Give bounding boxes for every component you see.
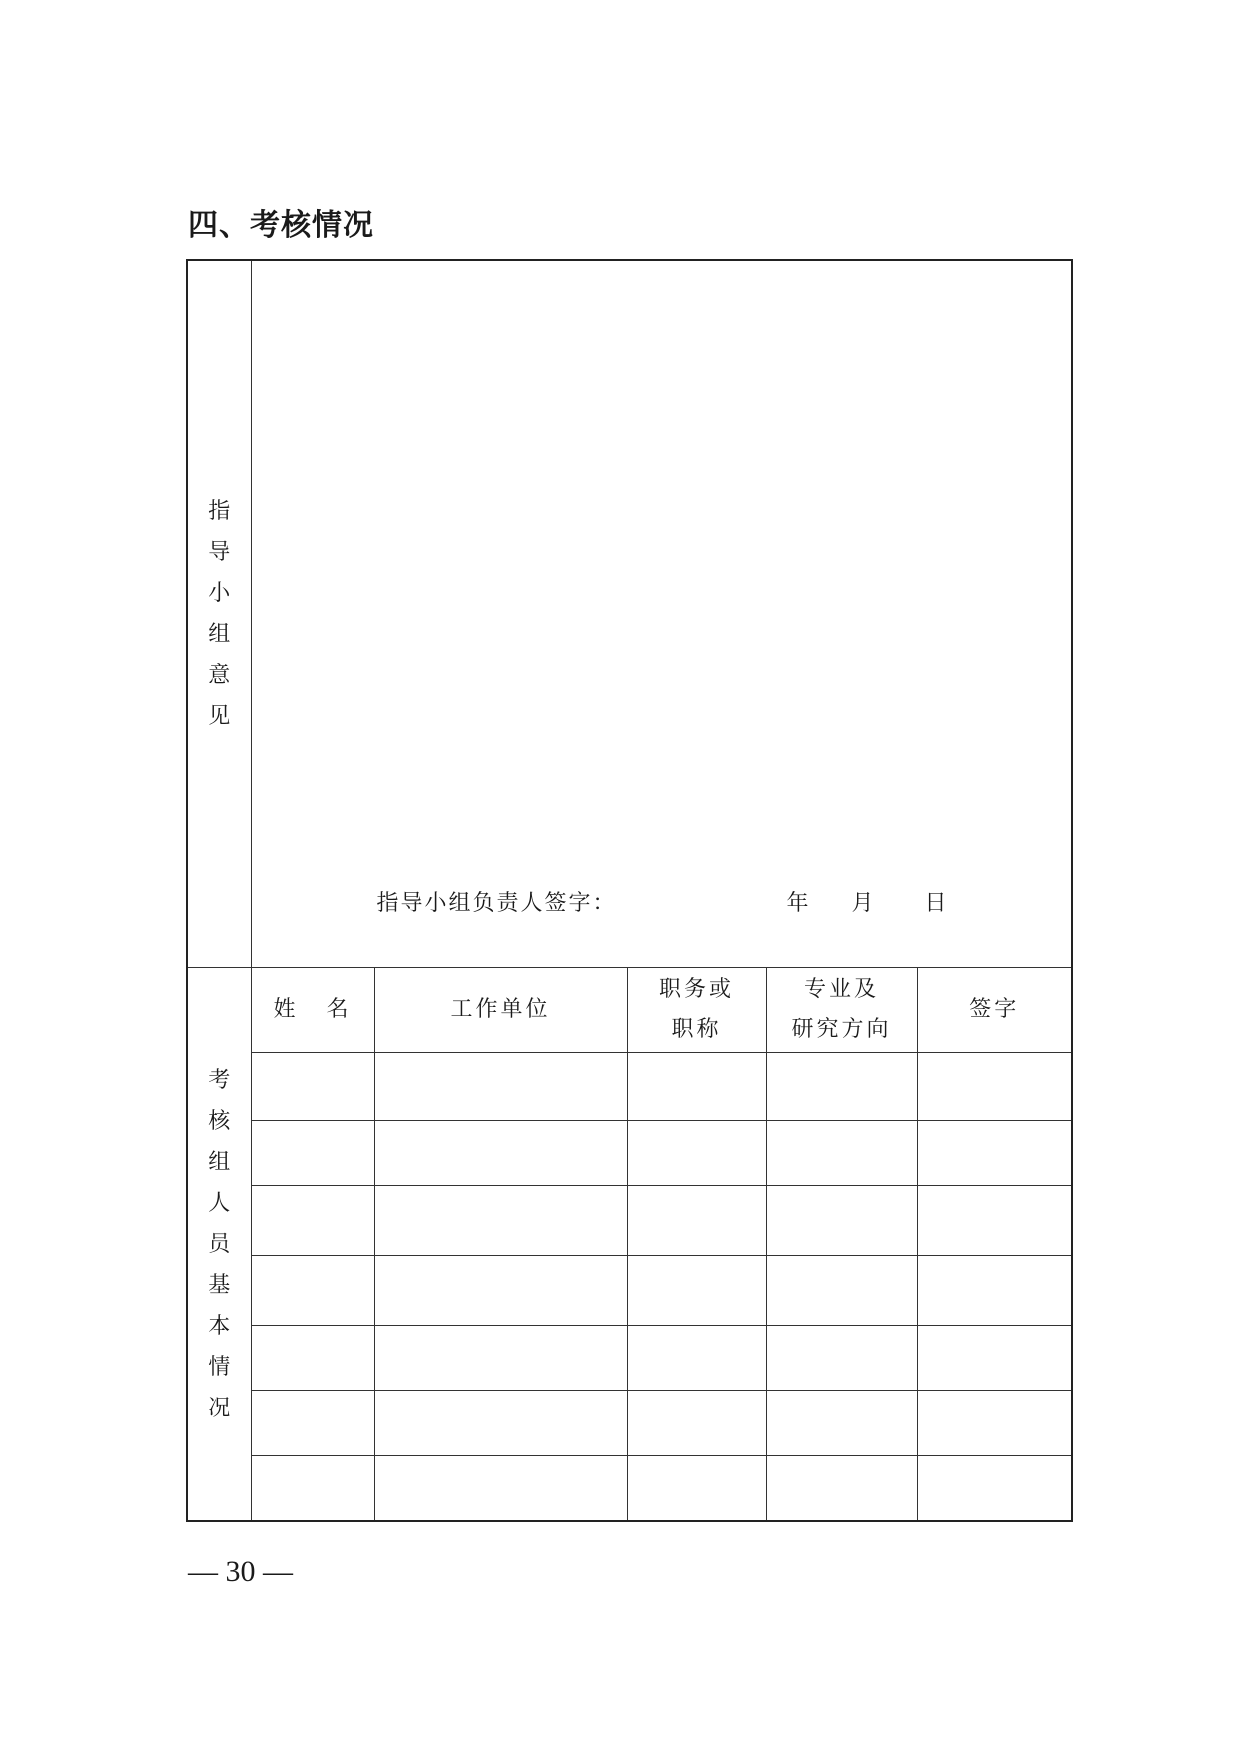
- assessment-form-table: [186, 259, 1073, 1522]
- name-header-second: 名: [326, 997, 352, 1022]
- guidance-opinion-label: 指导小组意见: [208, 499, 231, 729]
- date-month-label: 月: [851, 891, 876, 916]
- name-header-first: 姓: [273, 997, 299, 1022]
- member-row: [187, 1326, 1072, 1391]
- leader-signature-label: 指导小组负责人签字：: [376, 891, 617, 916]
- member-name-cell[interactable]: [251, 1456, 374, 1522]
- major-header-line1: 专业及: [803, 977, 879, 1002]
- guidance-opinion-field[interactable]: [251, 260, 1072, 968]
- position-column-header: [627, 968, 766, 1053]
- work-unit-column-header: 工作单位: [374, 968, 627, 1053]
- position-header-line1: 职务或: [658, 977, 734, 1002]
- member-position-cell[interactable]: [627, 1053, 766, 1121]
- member-name-cell[interactable]: [251, 1256, 374, 1326]
- position-header-line2: 职称: [671, 1017, 722, 1042]
- date-year-label: 年: [786, 891, 811, 916]
- member-major-cell[interactable]: [766, 1326, 917, 1391]
- member-name-cell[interactable]: [251, 1053, 374, 1121]
- member-work-unit-cell[interactable]: [374, 1186, 627, 1256]
- member-position-cell[interactable]: [627, 1326, 766, 1391]
- member-position-cell[interactable]: [627, 1256, 766, 1326]
- member-name-cell[interactable]: [251, 1121, 374, 1186]
- member-signature-cell[interactable]: [917, 1256, 1072, 1326]
- member-row: [187, 1256, 1072, 1326]
- member-row: [187, 1456, 1072, 1522]
- member-work-unit-cell[interactable]: [374, 1456, 627, 1522]
- member-major-cell[interactable]: [766, 1456, 917, 1522]
- member-position-cell[interactable]: [627, 1391, 766, 1456]
- member-signature-cell[interactable]: [917, 1391, 1072, 1456]
- member-signature-cell[interactable]: [917, 1186, 1072, 1256]
- member-major-cell[interactable]: [766, 1391, 917, 1456]
- member-work-unit-cell[interactable]: [374, 1391, 627, 1456]
- member-work-unit-cell[interactable]: [374, 1053, 627, 1121]
- member-position-cell[interactable]: [627, 1186, 766, 1256]
- members-label-cell: [187, 968, 251, 1522]
- member-signature-cell[interactable]: [917, 1053, 1072, 1121]
- member-row: [187, 1053, 1072, 1121]
- member-name-cell[interactable]: [251, 1186, 374, 1256]
- member-major-cell[interactable]: [766, 1053, 917, 1121]
- members-header-row: [187, 968, 1072, 1053]
- major-header-line2: 研究方向: [791, 1017, 892, 1042]
- member-work-unit-cell[interactable]: [374, 1326, 627, 1391]
- member-signature-cell[interactable]: [917, 1326, 1072, 1391]
- name-column-header: [251, 968, 374, 1053]
- guidance-opinion-label-cell: [187, 260, 251, 968]
- member-position-cell[interactable]: [627, 1456, 766, 1522]
- member-work-unit-cell[interactable]: [374, 1256, 627, 1326]
- major-column-header: [766, 968, 917, 1053]
- member-row: [187, 1121, 1072, 1186]
- guidance-opinion-row: [187, 260, 1072, 968]
- member-name-cell[interactable]: [251, 1391, 374, 1456]
- member-name-cell[interactable]: [251, 1326, 374, 1391]
- members-label: 考核组人员基本情况: [208, 1067, 231, 1421]
- member-work-unit-cell[interactable]: [374, 1121, 627, 1186]
- member-signature-cell[interactable]: [917, 1456, 1072, 1522]
- member-major-cell[interactable]: [766, 1256, 917, 1326]
- member-row: [187, 1186, 1072, 1256]
- member-major-cell[interactable]: [766, 1121, 917, 1186]
- date-day-label: 日: [924, 891, 949, 916]
- member-major-cell[interactable]: [766, 1186, 917, 1256]
- section-title: 四、考核情况: [188, 208, 374, 243]
- page-number: — 30 —: [188, 1555, 293, 1588]
- member-position-cell[interactable]: [627, 1121, 766, 1186]
- member-row: [187, 1391, 1072, 1456]
- signature-column-header: 签字: [917, 968, 1072, 1053]
- member-signature-cell[interactable]: [917, 1121, 1072, 1186]
